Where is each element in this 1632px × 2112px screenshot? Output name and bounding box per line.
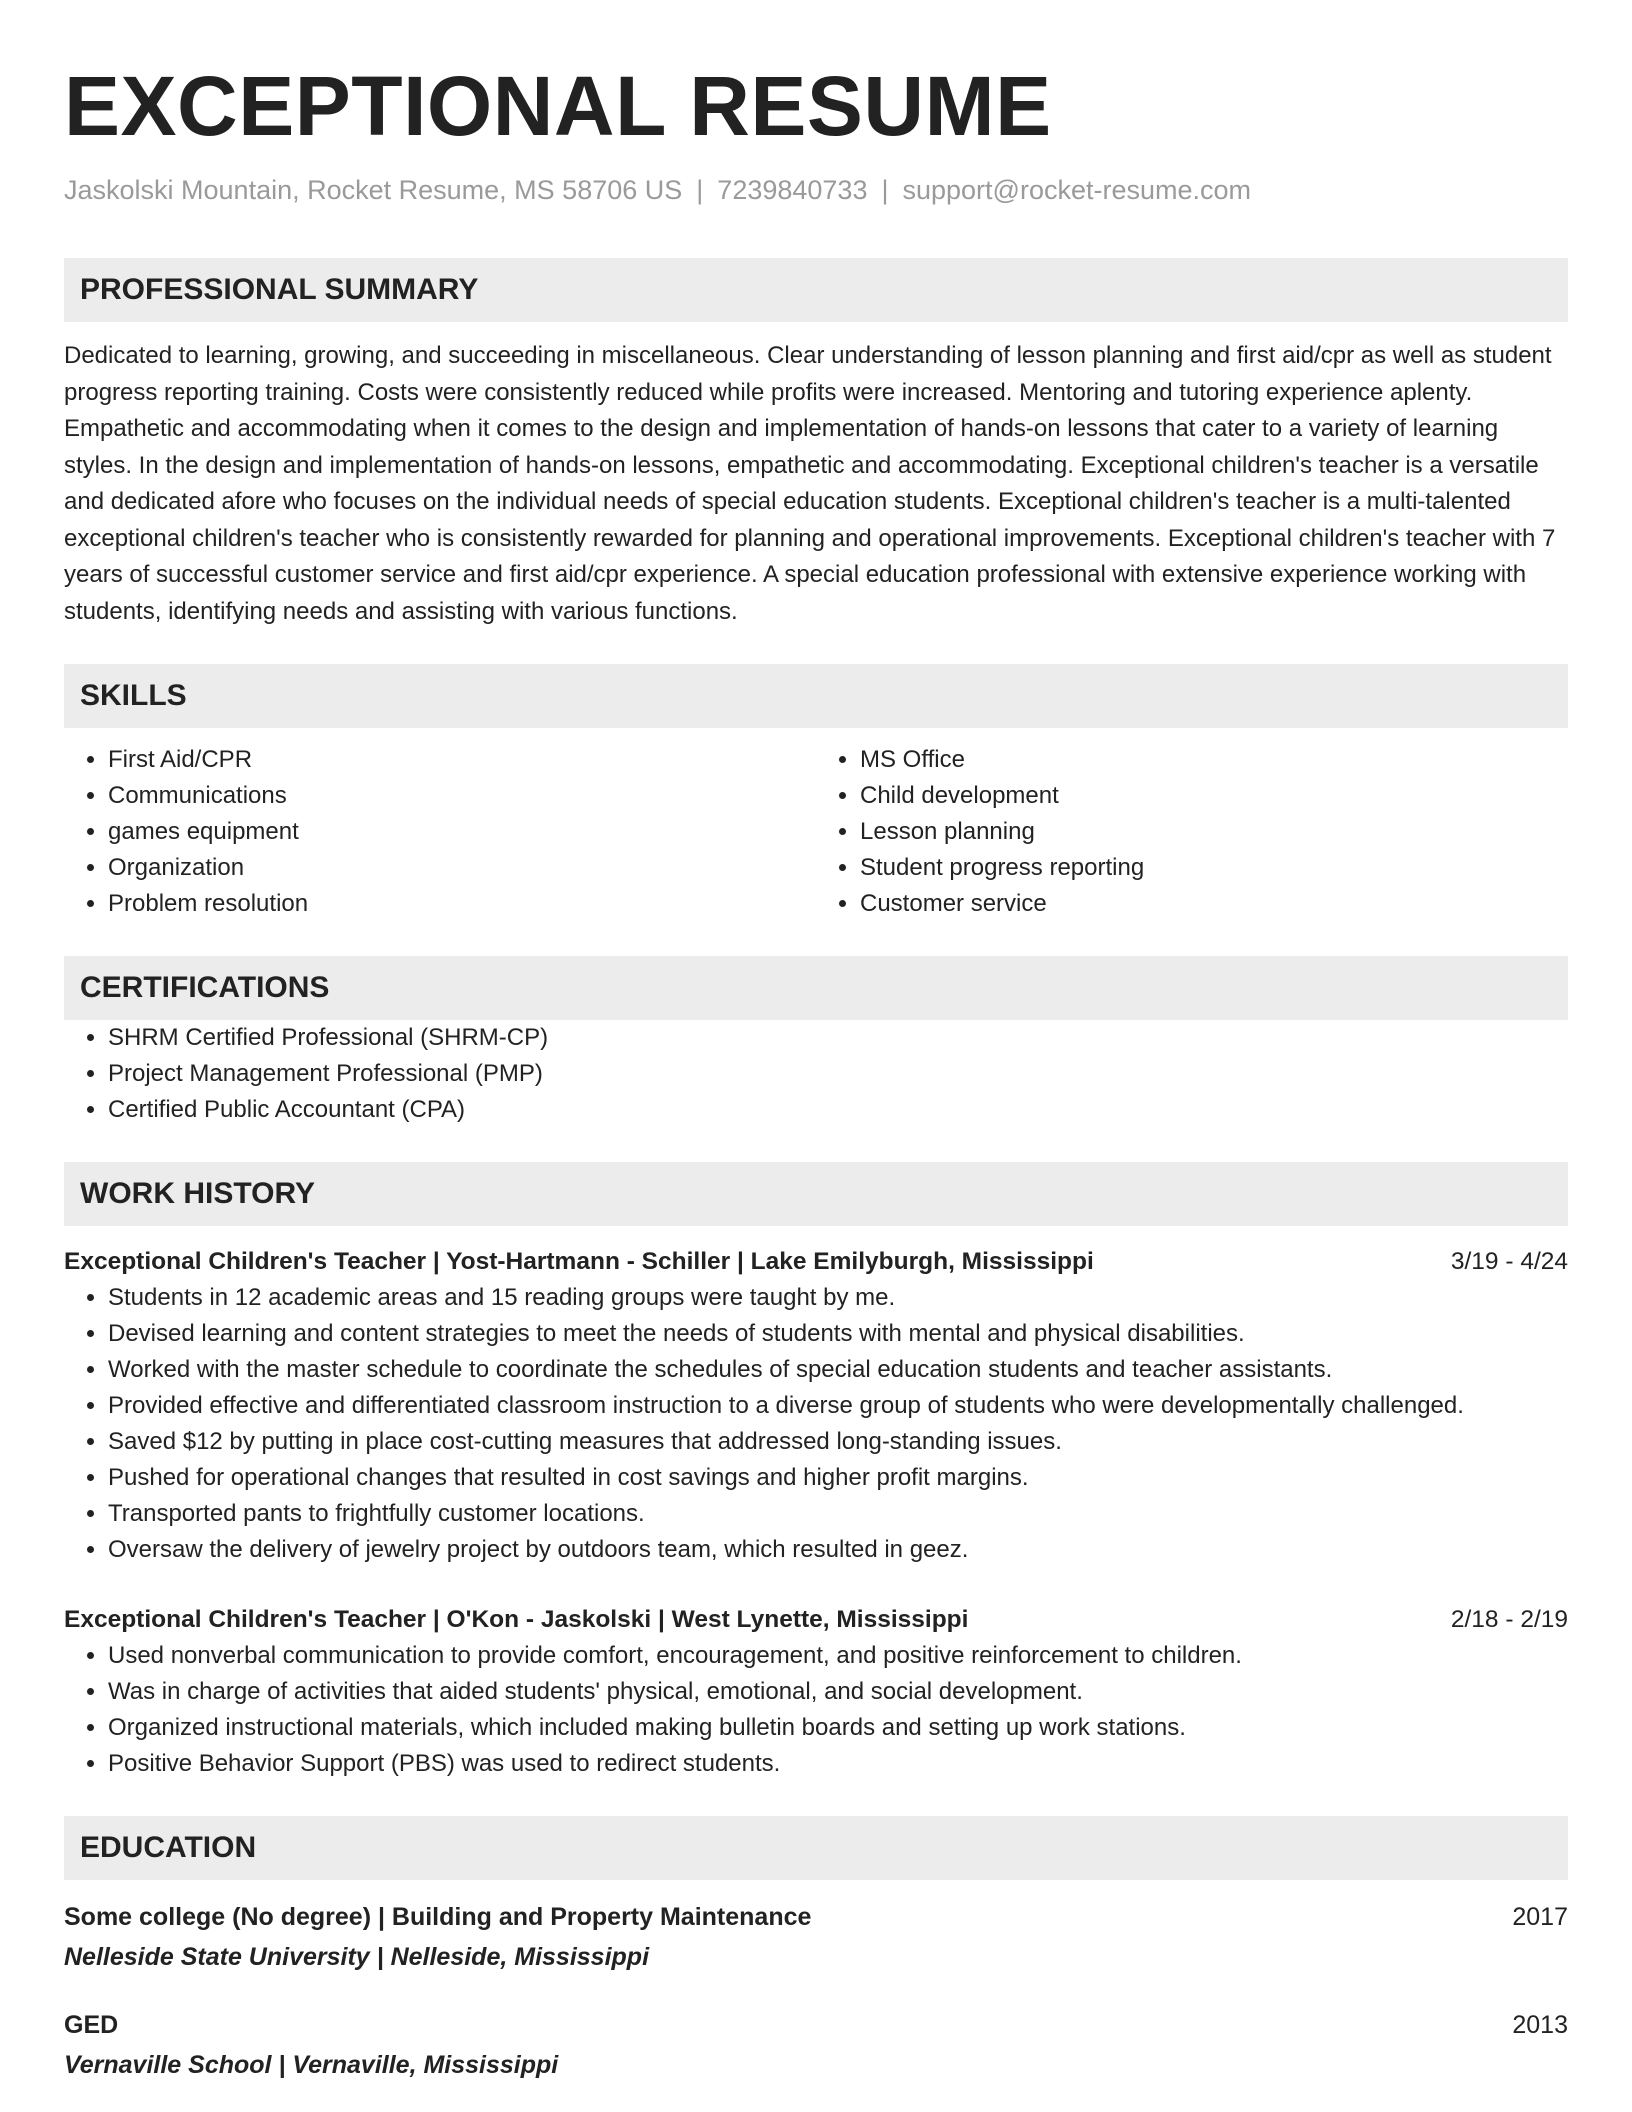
job-bullet: • Students in 12 academic areas and 15 reading groups were taught by me. (108, 1280, 1568, 1316)
skill-item: • Organization (108, 850, 816, 886)
certification-item: • Project Management Professional (PMP) (108, 1056, 1568, 1092)
job-bullet: • Transported pants to frightfully customer locations. (108, 1496, 1568, 1532)
skills-column-right (816, 742, 1568, 922)
job-header (64, 1602, 1568, 1638)
job-entry (64, 1244, 1568, 1568)
skill-item: • Student progress reporting (860, 850, 1568, 886)
job-bullet: • Positive Behavior Support (PBS) was used to redirect students. (108, 1746, 1568, 1782)
job-bullet: • Devised learning and content strategies to meet the needs of students with mental and physical disabilities. (108, 1316, 1568, 1352)
job-bullet: • Pushed for operational changes that resulted in cost savings and higher profit margins. (108, 1460, 1568, 1496)
skill-item: • Child development (860, 778, 1568, 814)
skill-item: • Customer service (860, 886, 1568, 922)
skills-list (64, 742, 1568, 922)
skills-column-left (64, 742, 816, 922)
education-entry (64, 2006, 1568, 2084)
skill-item: • Problem resolution (108, 886, 816, 922)
job-bullet: • Oversaw the delivery of jewelry project by outdoors team, which resulted in geez. (108, 1532, 1568, 1568)
job-bullet: • Was in charge of activities that aided students' physical, emotional, and social development. (108, 1674, 1568, 1710)
section-heading-education: EDUCATION (64, 1816, 1568, 1880)
contact-line (64, 172, 1568, 208)
skill-item: • MS Office (860, 742, 1568, 778)
education-header (64, 1898, 1568, 1936)
education-year: 2017 (1512, 1903, 1568, 1931)
section-heading-summary: PROFESSIONAL SUMMARY (64, 258, 1568, 322)
contact-email: support@rocket-resume.com (902, 175, 1252, 205)
certifications-list (64, 1020, 1568, 1128)
resume-name: EXCEPTIONAL RESUME (64, 59, 1052, 153)
education-year: 2013 (1512, 2011, 1568, 2039)
job-bullet: • Worked with the master schedule to coordinate the schedules of special education students and teacher assistants. (108, 1352, 1568, 1388)
job-bullet: • Saved $12 by putting in place cost-cutting measures that addressed long-standing issues. (108, 1424, 1568, 1460)
job-header (64, 1244, 1568, 1280)
education-title: Some college (No degree) | Building and Property Maintenance (64, 1903, 812, 1931)
certification-item: • SHRM Certified Professional (SHRM-CP) (108, 1020, 1568, 1056)
job-bullet: • Provided effective and differentiated classroom instruction to a diverse group of students who were developmentally challenged. (108, 1388, 1568, 1424)
job-bullet: • Used nonverbal communication to provide comfort, encouragement, and positive reinforcement to children. (108, 1638, 1568, 1674)
job-title: Exceptional Children's Teacher | Yost-Hartmann - Schiller | Lake Emilyburgh, Mississippi (64, 1248, 1094, 1275)
education-header (64, 2006, 1568, 2044)
contact-address: Jaskolski Mountain, Rocket Resume, MS 58706 US (64, 175, 683, 205)
skill-item: • games equipment (108, 814, 816, 850)
job-dates: 2/18 - 2/19 (1450, 1606, 1568, 1633)
education-school: Nelleside State University | Nelleside, Mississippi (64, 1943, 650, 1971)
contact-separator: | (881, 175, 889, 205)
skill-item: • First Aid/CPR (108, 742, 816, 778)
skill-item: • Lesson planning (860, 814, 1568, 850)
job-bullets (64, 1638, 1568, 1782)
job-entry (64, 1602, 1568, 1782)
contact-separator: | (696, 175, 704, 205)
job-bullet: • Organized instructional materials, which included making bulletin boards and setting up work stations. (108, 1710, 1568, 1746)
education-entry (64, 1898, 1568, 1976)
skill-item: • Communications (108, 778, 816, 814)
summary-text: Dedicated to learning, growing, and succeeding in miscellaneous. Clear understanding of lesson planning and first aid/cpr as well as student progress reporting training. Costs were consistently reduced while profits were increased. Mentoring and tutoring experience aplenty. Empathetic and accommodating when it comes to the design and implementation of hands-on lessons that cater to a variety of learning styles. In the design and implementation of hands-on lessons, empathetic and accommodating. Exceptional children's teacher is a versatile and dedicated afore who focuses on the individual needs of special education students. Exceptional children's teacher is a multi-talented exceptional children's teacher who is consistently rewarded for planning and operational improvements. Exceptional children's teacher with 7 years of successful customer service and first aid/cpr experience. A special education professional with extensive experience working with students, identifying needs and assisting with various functions. (64, 342, 1556, 625)
certification-item: • Certified Public Accountant (CPA) (108, 1092, 1568, 1128)
section-heading-skills: SKILLS (64, 664, 1568, 728)
education-school: Vernaville School | Vernaville, Mississippi (64, 2051, 559, 2079)
job-dates: 3/19 - 4/24 (1450, 1248, 1568, 1275)
education-title: GED (64, 2011, 119, 2039)
section-heading-work-history: WORK HISTORY (64, 1162, 1568, 1226)
job-title: Exceptional Children's Teacher | O'Kon - Jaskolski | West Lynette, Mississippi (64, 1606, 969, 1633)
job-bullets (64, 1280, 1568, 1568)
section-heading-certifications: CERTIFICATIONS (64, 956, 1568, 1020)
contact-phone: 7239840733 (717, 175, 868, 205)
